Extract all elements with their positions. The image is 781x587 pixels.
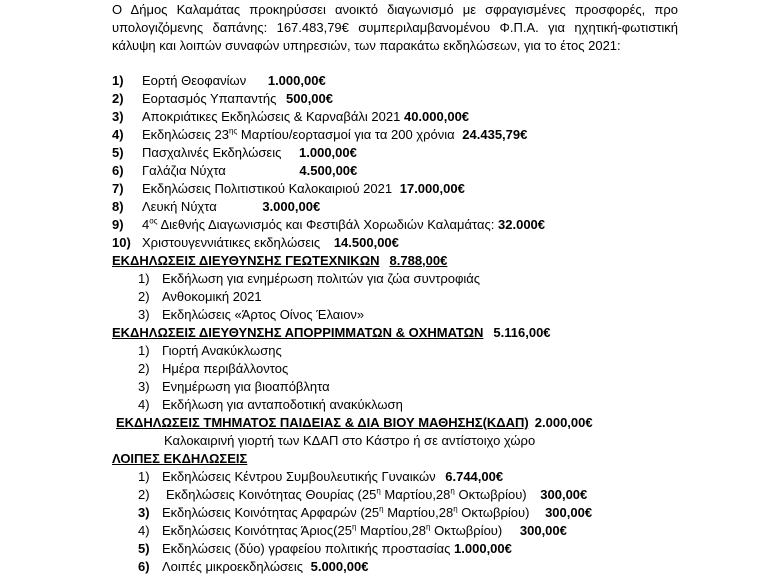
list-item: 2) Εορτασμός Υπαπαντής 500,00€ (112, 91, 333, 106)
list-item: 3) Αποκριάτικες Εκδηλώσεις & Καρναβάλι 2021 40.000,00€ (112, 109, 470, 124)
list-item: 3) Εκδηλώσεις Κοινότητας Αρφαρών ($25^\eta$ $M\alpha\rho\tau ίo\upsilon,28^\eta$ Οκτωβρίου) 300,00€ (138, 504, 593, 520)
amount: 5.000,00€ (310, 559, 369, 574)
list-item: 2) Ημέρα περιβάλλοντος (138, 361, 289, 376)
amount: 500,00€ (286, 91, 333, 106)
list-item: 6) Λοιπές μικροεκδηλώσεις 5.000,00€ (138, 559, 369, 574)
amount: 1.000,00€ (454, 541, 512, 556)
list-item: 4) Εκδήλωση για ανταποδοτική ανακύκλωση (138, 397, 403, 412)
amount: 40.000,00€ (403, 109, 470, 124)
list-item: 1) Εορτή Θεοφανίων 1.000,00€ (112, 73, 326, 88)
section-heading-waste: ΕΚΔΗΛΩΣΕΙΣ ΔΙΕΥΘΥΝΣΗΣ ΑΠΟΡΡΙΜΜΑΤΩΝ & ΟΧΗΜΑΤΩΝ 5.116,00€ (112, 325, 551, 340)
intro-paragraph: Ο Δήμος Καλαμάτας προκηρύσσει ανοικτό διαγωνισμό με σφραγισμένες προσφορές, προ υπολογιζόμενης δαπάνης: 167.483,79€ συμπεριλαμβανομένου Φ.Π.Α. για ηχητική-φωτιστική κάλυψη και λοιπών συναφών υπηρεσιών, των παρακάτω εκδηλώσεων, για το έτος 2021: (112, 2, 678, 53)
list-item: 5) Εκδηλώσεις (δύο) γραφείου πολιτικής προστασίας 1.000,00€ (138, 541, 512, 556)
list-item: 3) Ενημέρωση για βιοαπόβλητα (138, 379, 330, 394)
list-item: 4) Εκδηλώσεις $23^{\eta\varsigma}$ Μαρτίου/εορτασμοί για τα 200 χρόνια 24.435,79€ (112, 126, 528, 142)
list-item: 1) Εκδηλώσεις Κέντρου Συμβουλευτικής Γυναικών 6.744,00€ (138, 469, 504, 484)
list-item: 2) Ανθοκομική 2021 (138, 289, 262, 304)
list-item: 2) Εκδηλώσεις Κοινότητας Θουρίας ($25^\eta$ $M\alpha\rho\tau ίo\upsilon,28^\eta$ Οκτωβρίου) 300,00€ (138, 486, 588, 502)
amount: 8.788,00€ (389, 253, 448, 268)
amount: 17.000,00€ (399, 181, 465, 196)
amount: 300,00€ (545, 505, 593, 520)
list-item: 1) Γιορτή Ανακύκλωσης (138, 343, 282, 358)
amount: 4.500,00€ (299, 163, 358, 178)
list-item: 8) Λευκή Νύχτα 3.000,00€ (112, 199, 321, 214)
amount: 300,00€ (540, 487, 588, 502)
list-item: 10) Χριστουγεννιάτικες εκδηλώσεις 14.500,00€ (112, 235, 399, 250)
amount: 14.500,00€ (333, 235, 399, 250)
section-heading-other: ΛΟΙΠΕΣ ΕΚΔΗΛΩΣΕΙΣ (112, 451, 248, 466)
amount: 1.000,00€ (299, 145, 357, 160)
amount: 1.000,00€ (267, 73, 326, 88)
section-heading-geotechnical: ΕΚΔΗΛΩΣΕΙΣ ΔΙΕΥΘΥΝΣΗΣ ΓΕΩΤΕΧΝΙΚΩΝ 8.788,00€ (112, 253, 448, 268)
section-heading-education: ΕΚΔΗΛΩΣΕΙΣ ΤΜΗΜΑΤΟΣ ΠΑΙΔΕΙΑΣ & ΔΙΑ ΒΙΟΥ ΜΑΘΗΣΗΣ(ΚΔΑΠ) 2.000,00€ (116, 415, 593, 430)
amount: 5.116,00€ (493, 325, 551, 340)
list-item: 6) Γαλάζια Νύχτα 4.500,00€ (112, 163, 358, 178)
amount: 32.000€ (498, 217, 546, 232)
list-item: 3) Εκδηλώσεις «Άρτος Οίνος Έλαιον» (138, 307, 365, 322)
list-item: 7) Εκδηλώσεις Πολιτιστικού Καλοκαιριού 2021 17.000,00€ (112, 181, 465, 196)
amount: 24.435,79€ (462, 127, 528, 142)
list-item: 4) Εκδηλώσεις Κοινότητας $Ά\rho\iota o\varsigma(25^\eta$ $M\alpha\rho\tau ίo\upsilon,28^\eta$ Οκτωβρίου) 300,00€ (138, 522, 567, 538)
list-item: 9) $4^{o\varsigma}$ Διεθνής Διαγωνισμός και Φεστιβάλ Χορωδιών Καλαμάτας: 32.000€ (112, 216, 546, 232)
list-item: 5) Πασχαλινές Εκδηλώσεις 1.000,00€ (112, 145, 357, 160)
list-item: 1) Εκδήλωση για ενημέρωση πολιτών για ζώα συντροφιάς (138, 271, 481, 286)
amount: 3.000,00€ (262, 199, 321, 214)
amount: 6.744,00€ (445, 469, 504, 484)
amount: 2.000,00€ (534, 415, 593, 430)
amount: 300,00€ (519, 523, 567, 538)
section-description: Καλοκαιρινή γιορτή των ΚΔΑΠ στο Κάστρο ή σε αντίστοιχο χώρο (164, 433, 536, 448)
